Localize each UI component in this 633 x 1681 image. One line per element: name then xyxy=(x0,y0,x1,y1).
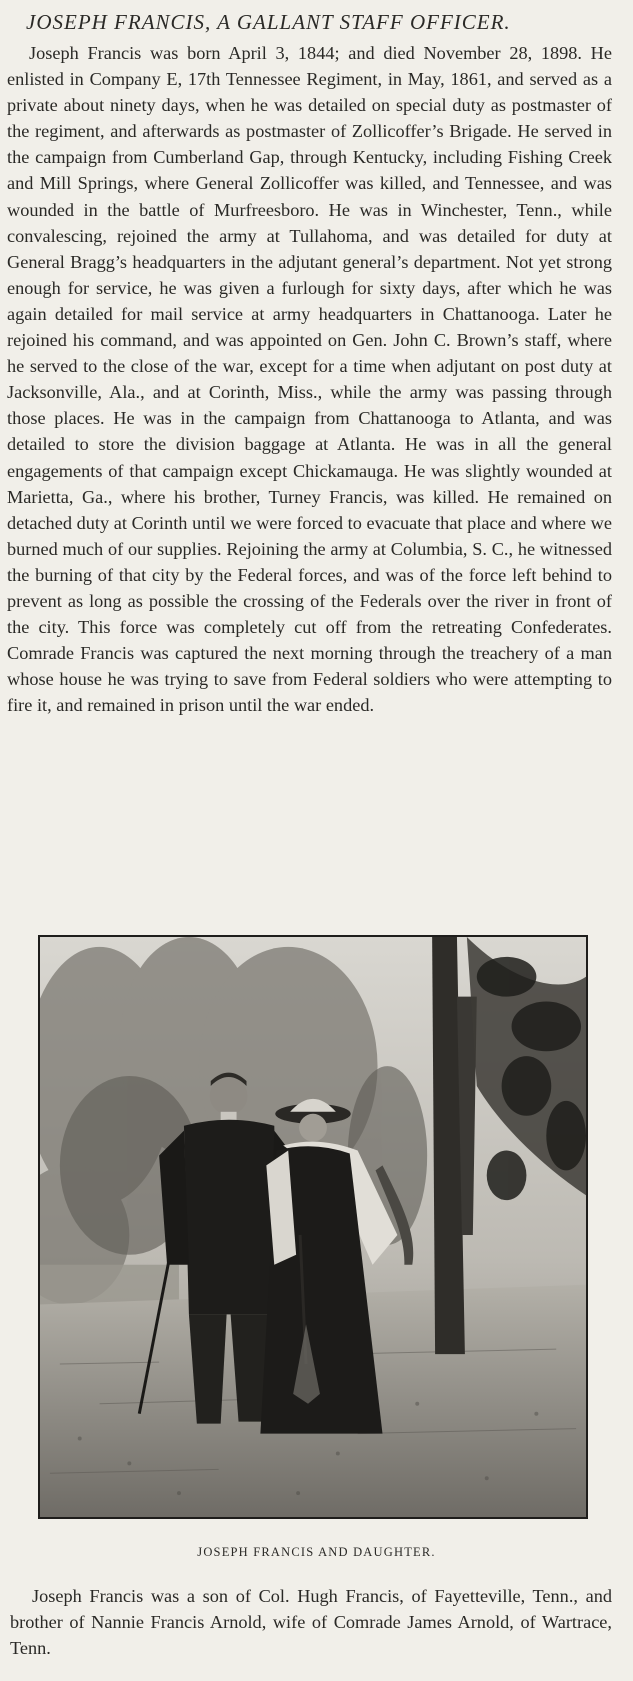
closing-paragraph: Joseph Francis was a son of Col. Hugh Francis, of Fayetteville, Tenn., and brother of Nannie Francis Arnold, wife of Comrade James Arnold, of Wartrace, Tenn. xyxy=(10,1586,612,1658)
photograph-image xyxy=(40,937,586,1517)
photograph xyxy=(38,935,588,1519)
article-body: Joseph Francis was born April 3, 1844; and died November 28, 1898. He enlisted in Company E, 17th Tennessee Regiment, in May, 1861, and served as a private about ninety days, when he was detailed on special duty as postmaster of the regiment, and afterwards as postmaster of Zollicoffer’s Brigade. He served in the campaign from Cumberland Gap, through Kentucky, including Fishing Creek and Mill Springs, where General Zollicoffer was killed, and Tennessee, and was wounded in the battle of Murfreesboro. He was in Winchester, Tenn., while convalescing, rejoined the army at Tullahoma, and was detailed for duty at General Bragg’s headquarters in the adjutant general’s department. Not yet strong enough for service, he was given a furlough for sixty days, after which he was again detailed for mail service at army headquarters in Chattanooga. Later he rejoined his command, and was appointed on Gen. John C. Brown’s staff, where he served to the close of the war, except for a time when adjutant on post duty at Jacksonville, Ala., and at Corinth, Miss., while the army was passing through those places. He was in the campaign from Chattanooga to Atlanta, and was detailed to store the division baggage at Atlanta. He was in all the general engagements of that campaign except Chickamauga. He was slightly wounded at Marietta, Ga., where his brother, Turney Francis, was killed. He remained on detached duty at Corinth until we were forced to evacuate that place and where we burned much of our supplies. Rejoining the army at Columbia, S. C., he witnessed the burning of that city by the Federal forces, and was of the force left behind to prevent as long as possible the crossing of the Federals over the river in front of the city. This force was completely cut off from the retreating Confederates. Comrade Francis was captured the next morning through the treachery of a man whose house he was trying to save from Federal soldiers who were attempting to fire it, and remained in prison until the war ended. xyxy=(7,43,612,716)
photo-caption: JOSEPH FRANCIS AND DAUGHTER. xyxy=(197,1545,436,1559)
article-title: JOSEPH FRANCIS, A GALLANT STAFF OFFICER. xyxy=(26,10,511,34)
